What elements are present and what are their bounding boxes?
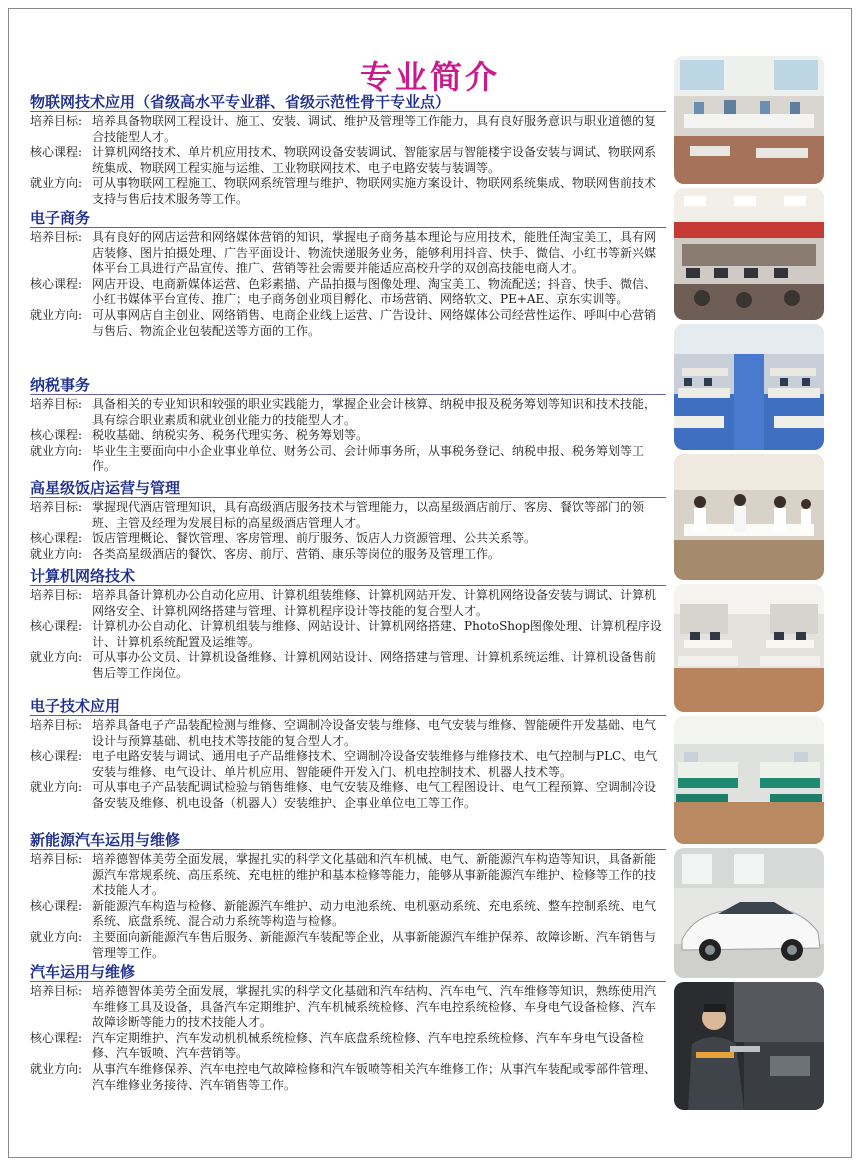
section-nev — [30, 830, 666, 961]
courses-row — [30, 619, 666, 650]
goal-row — [30, 852, 666, 899]
section-title: 计算机网络技术 — [30, 566, 666, 586]
career-row — [30, 547, 666, 563]
courses-text: 计算机办公自动化、计算机组装与维修、网站设计、计算机网络搭建、PhotoShop图像处理、计算机程序设计、计算机系统配置及运维等。 — [92, 619, 662, 649]
career-label: 就业方向: — [30, 780, 83, 795]
career-text: 各类高星级酒店的餐饮、客房、前厅、营销、康乐等岗位的服务及管理工作。 — [92, 546, 501, 561]
career-row — [30, 444, 666, 475]
courses-label: 核心课程: — [30, 749, 83, 764]
goal-row — [30, 397, 666, 428]
section-title: 高星级饭店运营与管理 — [30, 478, 666, 498]
courses-label: 核心课程: — [30, 619, 83, 634]
courses-label: 核心课程: — [30, 1030, 83, 1045]
career-label: 就业方向: — [30, 176, 83, 191]
goal-text: 具有良好的网店运营和网络媒体营销的知识，掌握电子商务基本理论与应用技术，能胜任淘宝美工，具有网店装修、图片拍摄处理、广告平面设计、物流快递服务业务，能够利用抖音、快手、微信、小红书等新兴媒体平台工具进行产品宣传、推广、营销等社会需要并能适应高校升学的双创高技能电商人才。 — [92, 230, 657, 276]
section-title: 汽车运用与维修 — [30, 962, 666, 982]
career-label: 就业方向: — [30, 443, 83, 458]
courses-row — [30, 899, 666, 930]
courses-row — [30, 749, 666, 780]
goal-text: 培养具备电子产品装配检测与维修、空调制冷设备安装与维修、电气安装与维修、智能硬件开发基础、电气设计与预算基础、机电技术等技能的复合型人才。 — [92, 718, 657, 748]
section-title: 新能源汽车运用与维修 — [30, 830, 666, 850]
courses-row — [30, 145, 666, 176]
courses-row — [30, 531, 666, 547]
goal-text: 具备相关的专业知识和较强的职业实践能力，掌握企业会计核算、纳税申报及税务筹划等知识和技术技能，具有综合职业素质和就业创业能力的技能型人才。 — [92, 397, 657, 427]
goal-label: 培养目标: — [30, 984, 83, 998]
career-row — [30, 308, 666, 339]
career-text: 主要面向新能源汽车售后服务、新能源汽车装配等企业，从事新能源汽车维护保养、故障诊断、汽车销售与管理等工作。 — [92, 929, 657, 960]
auto-mechanic-image — [674, 982, 824, 1110]
goal-row — [30, 114, 666, 145]
courses-row — [30, 428, 666, 444]
photo-network-lab — [674, 584, 824, 712]
courses-label: 核心课程: — [30, 531, 83, 546]
goal-text: 培养德智体美劳全面发展，掌握扎实的科学文化基础和汽车机械、电气、新能源汽车构造等知识，具备新能源汽车常规系统、高压系统、充电桩的维护和基本检修等能力，能够从事新能源汽车维护、检修等工作的技术技能人才。 — [92, 852, 657, 898]
computer-lab-image — [674, 324, 824, 450]
electronics-lab-image — [674, 716, 824, 844]
photo-electronics-lab — [674, 716, 824, 844]
goal-text: 培养具备计算机办公自动化应用、计算机组装维修、计算机网站开发、计算机网络设备安装与调试、计算机网络安全、计算机网络搭建与管理、计算机程序设计等技能的复合型人才。 — [92, 588, 657, 618]
goal-label: 培养目标: — [30, 718, 83, 732]
career-text: 可从事物联网工程施工、物联网系统管理与维护、物联网实施方案设计、物联网系统集成、物联网售前技术支持与售后技术服务等工作。 — [92, 176, 657, 206]
goal-row — [30, 588, 666, 619]
photo-hotel-training — [674, 454, 824, 580]
goal-label: 培养目标: — [30, 397, 83, 411]
section-hotel — [30, 478, 666, 562]
section-title: 电子技术应用 — [30, 696, 666, 716]
career-row — [30, 780, 666, 811]
goal-row — [30, 984, 666, 1031]
courses-text: 新能源汽车构造与检修、新能源汽车维护、动力电池系统、电机驱动系统、充电系统、整车控制系统、电气系统、底盘系统、混合动力系统等构造与检修。 — [92, 898, 657, 929]
photo-ecommerce-room — [674, 188, 824, 320]
goal-row — [30, 718, 666, 749]
iot-lab-image — [674, 56, 824, 184]
section-auto — [30, 962, 666, 1093]
career-row — [30, 1062, 666, 1093]
courses-label: 核心课程: — [30, 898, 83, 913]
career-text: 可从事办公文员、计算机设备维修、计算机网站设计、网络搭建与管理、计算机系统运维、计算机设备售前售后等工作岗位。 — [92, 650, 657, 680]
courses-text: 税收基础、纳税实务、税务代理实务、税务筹划等。 — [92, 428, 369, 443]
page-title: 专业简介 — [359, 58, 500, 96]
career-row — [30, 176, 666, 207]
section-iot — [30, 92, 666, 208]
photo-new-energy-car — [674, 848, 824, 978]
goal-label: 培养目标: — [30, 852, 83, 866]
courses-label: 核心课程: — [30, 145, 83, 160]
courses-text: 汽车定期维护、汽车发动机机械系统检修、汽车底盘系统检修、汽车电控系统检修、汽车车身电气设备检修、汽车钣喷、汽车营销等。 — [92, 1030, 645, 1061]
courses-row — [30, 277, 666, 308]
goal-text: 培养具备物联网工程设计、施工、安装、调试、维护及管理等工作能力，具有良好服务意识与职业道德的复合技能型人才。 — [92, 114, 657, 144]
section-tax — [30, 375, 666, 475]
section-title: 物联网技术应用（省级高水平专业群、省级示范性骨干专业点） — [30, 92, 666, 112]
photo-computer-lab — [674, 324, 824, 450]
career-label: 就业方向: — [30, 546, 83, 561]
career-row — [30, 650, 666, 681]
section-title: 电子商务 — [30, 208, 666, 228]
career-row — [30, 930, 666, 961]
goal-label: 培养目标: — [30, 230, 83, 244]
photo-iot-lab — [674, 56, 824, 184]
goal-row — [30, 500, 666, 531]
courses-text: 计算机网络技术、单片机应用技术、物联网设备安装调试、智能家居与智能楼宇设备安装与调试、物联网系统集成、物联网工程实施与运维、工业物联网技术、电子电路安装与装调等。 — [92, 145, 657, 175]
section-network — [30, 566, 666, 682]
courses-row — [30, 1031, 666, 1062]
section-title: 纳税事务 — [30, 375, 666, 395]
career-text: 可从事网店自主创业、网络销售、电商企业线上运营、广告设计、网络媒体公司经营性运作、呼叫中心营销与售后、物流企业包装配送等方面的工作。 — [92, 307, 657, 338]
career-text: 从事汽车维修保养、汽车电控电气故障检修和汽车钣喷等相关汽车维修工作；从事汽车装配或零部件管理、汽车维修业务接待、汽车销售等工作。 — [92, 1061, 657, 1092]
goal-row — [30, 230, 666, 277]
career-label: 就业方向: — [30, 307, 83, 322]
goal-label: 培养目标: — [30, 500, 83, 514]
career-text: 可从事电子产品装配调试检验与销售维修、电气安装及维修、电气工程图设计、电气工程预算、空调制冷设备安装及维修、机电设备（机器人）安装维护、企事业单位电工等工作。 — [92, 780, 657, 810]
career-label: 就业方向: — [30, 1061, 83, 1076]
career-label: 就业方向: — [30, 650, 83, 665]
career-text: 毕业生主要面向中小企业事业单位、财务公司、会计师事务所，从事税务登记、纳税申报、税务筹划等工作。 — [92, 443, 645, 474]
courses-label: 核心课程: — [30, 276, 83, 291]
courses-text: 电子电路安装与调试、通用电子产品维修技术、空调制冷设备安装维修与维修技术、电气控制与PLC、电气安装与维修、电气设计、单片机应用、智能硬件开发入门、机电控制技术、机器人技术等。 — [92, 749, 658, 779]
section-electronics — [30, 696, 666, 812]
photo-auto-mechanic — [674, 982, 824, 1110]
network-lab-image — [674, 584, 824, 712]
goal-label: 培养目标: — [30, 114, 83, 128]
goal-text: 培养德智体美劳全面发展，掌握扎实的科学文化基础和汽车结构、汽车电气、汽车维修等知识，熟练使用汽车维修工具及设备，具备汽车定期维护、汽车机械系统检修、汽车电控系统检修、车身电气设备检修、汽车故障诊断等能力的技术技能人才。 — [92, 984, 657, 1030]
section-ecommerce — [30, 208, 666, 339]
goal-text: 掌握现代酒店管理知识，具有高级酒店服务技术与管理能力，以高星级酒店前厅、客房、餐饮等部门的领班、主管及经理为发展目标的高星级酒店管理人才。 — [92, 500, 645, 530]
ecommerce-room-image — [674, 188, 824, 320]
career-label: 就业方向: — [30, 929, 83, 944]
courses-text: 饭店管理概论、餐饮管理、客房管理、前厅服务、饭店人力资源管理、公共关系等。 — [92, 531, 537, 546]
courses-text: 网店开设、电商新媒体运营、色彩素描、产品拍摄与图像处理、淘宝美工、物流配送；抖音、快手、微信、小红书媒体平台宣传、推广；电子商务创业项目孵化、市场营销、网络软文、PE+AE、京东实训等。 — [92, 276, 657, 307]
goal-label: 培养目标: — [30, 588, 83, 602]
hotel-training-image — [674, 454, 824, 580]
new-energy-car-image — [674, 848, 824, 978]
courses-label: 核心课程: — [30, 428, 83, 443]
